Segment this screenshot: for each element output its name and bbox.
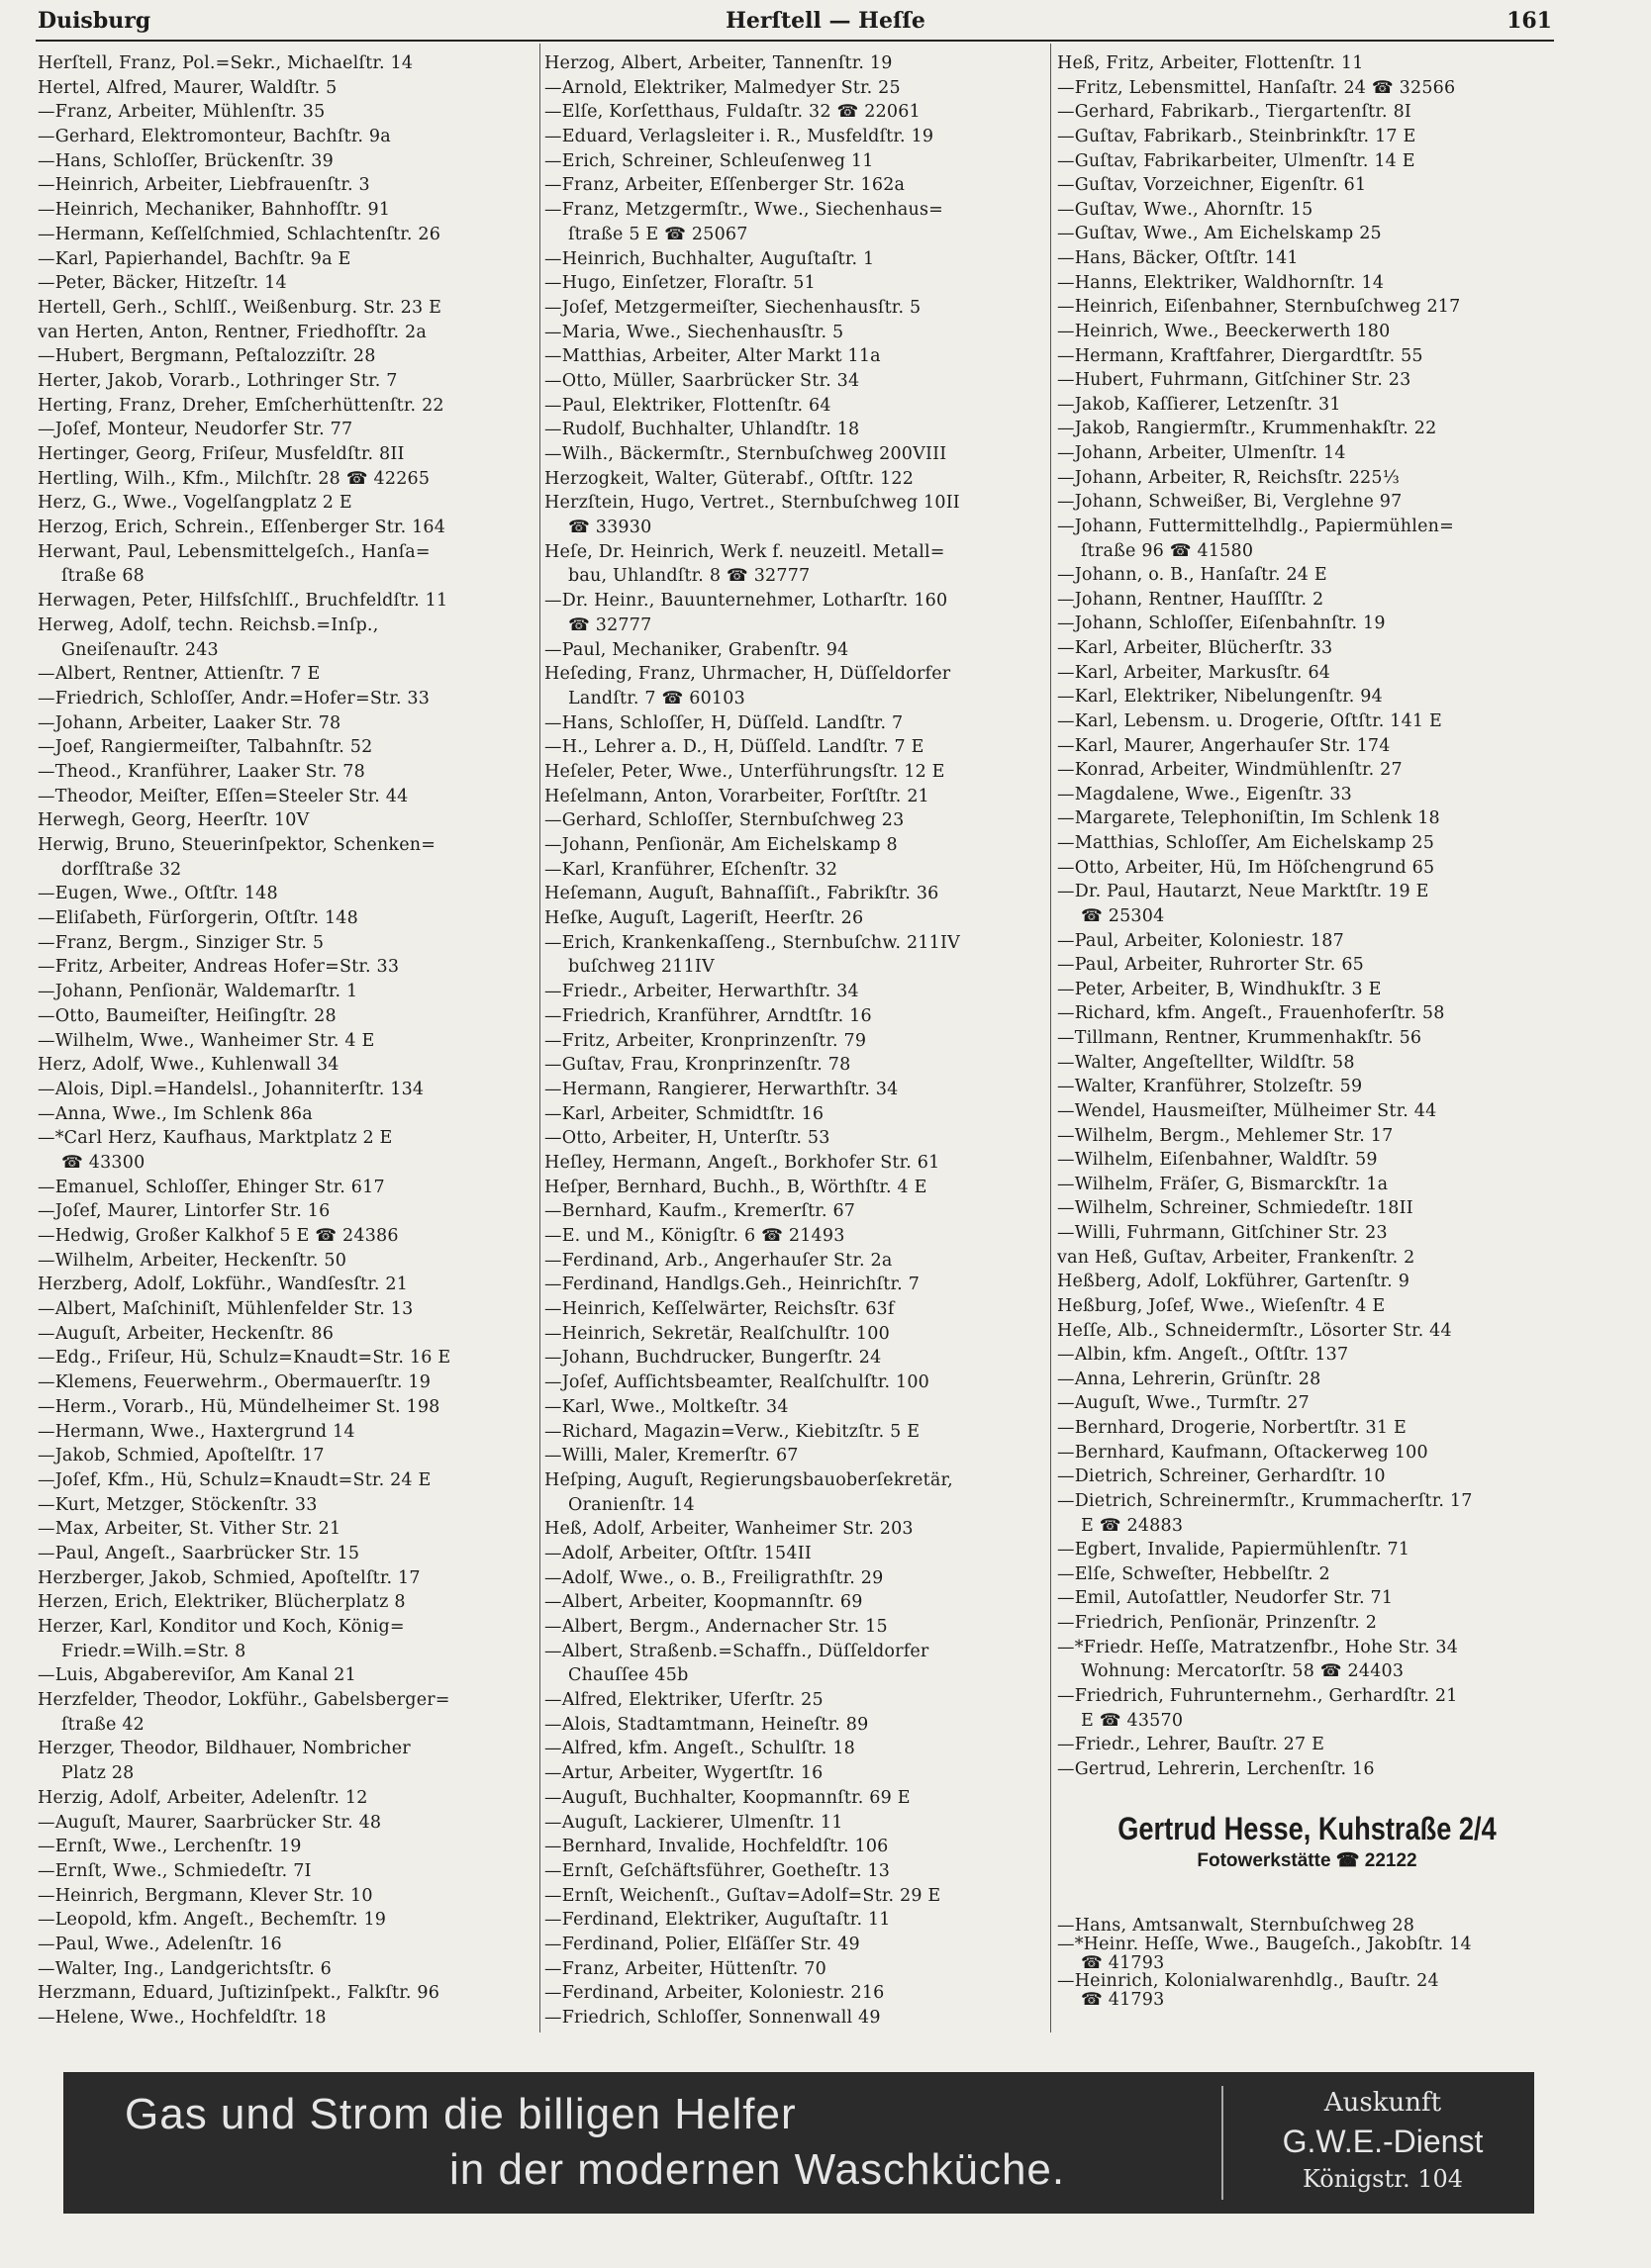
- directory-entry: —Willi, Maler, Kremerſtr. 67: [544, 1446, 799, 1466]
- directory-entry: —Hermann, Rangierer, Herwarthſtr. 34: [544, 1079, 899, 1099]
- directory-entry: —H., Lehrer a. D., H, Düſſeld. Landſtr. 7 E: [544, 737, 924, 758]
- directory-entry: —*Friedr. Heſſe, Matratzenfbr., Hohe Str. 34: [1057, 1637, 1459, 1657]
- directory-entry: Herter, Jakob, Vorarb., Lothringer Str. 7: [38, 370, 398, 391]
- directory-entry: —Ferdinand, Arbeiter, Koloniestr. 216: [544, 1983, 885, 2004]
- ad-slogan-line2: in der modernen Waschküche.: [449, 2145, 1066, 2194]
- directory-entry-continuation: E ☎ 24883: [1081, 1515, 1184, 1536]
- directory-entry: —Joſef, Metzgermeiſter, Siechenhausſtr. 5: [544, 297, 922, 318]
- directory-entry: —Adolf, Wwe., o. B., Freiligrathſtr. 29: [544, 1567, 884, 1588]
- directory-entry-continuation: ſtraße 42: [61, 1714, 145, 1735]
- directory-entry-continuation: dorfſtraße 32: [61, 859, 182, 880]
- directory-entry: Herzmann, Eduard, Juſtizinſpekt., Falkſtr. 96: [38, 1983, 440, 2004]
- directory-entry: —Ferdinand, Polier, Elſäſſer Str. 49: [544, 1934, 860, 1954]
- directory-entry: —Eugen, Wwe., Oſtſtr. 148: [38, 884, 278, 904]
- directory-entry: —Dietrich, Schreiner, Gerhardſtr. 10: [1057, 1466, 1386, 1487]
- directory-entry: —Franz, Arbeiter, Mühlenſtr. 35: [38, 102, 326, 123]
- directory-entry: —Jakob, Rangiermſtr., Krummenhakſtr. 22: [1057, 419, 1437, 439]
- directory-entry-continuation: ☎ 25304: [1081, 905, 1165, 926]
- directory-entry: —Friedrich, Kranführer, Arndtſtr. 16: [544, 1005, 872, 1026]
- directory-entry: —Hans, Bäcker, Oſtſtr. 141: [1057, 248, 1299, 268]
- directory-entry: —Albert, Bergm., Andernacher Str. 15: [544, 1617, 888, 1637]
- directory-entry: Herwegh, Georg, Heerſtr. 10V: [38, 810, 310, 831]
- directory-entry: —Jakob, Schmied, Apoſtelſtr. 17: [38, 1446, 325, 1466]
- directory-entry: Herzfelder, Theodor, Lokführ., Gabelsberger=: [38, 1690, 450, 1711]
- directory-entry: —Johann, Penſionär, Am Eichelskamp 8: [544, 835, 898, 855]
- directory-entry: —Ernſt, Wwe., Schmiedeſtr. 7I: [38, 1860, 312, 1881]
- directory-entry: —Hermann, Keſſelſchmied, Schlachtenſtr. 26: [38, 224, 441, 244]
- directory-entry: Heſe, Dr. Heinrich, Werk f. neuzeitl. Metall=: [544, 541, 945, 562]
- directory-entry: —Paul, Arbeiter, Koloniestr. 187: [1057, 930, 1344, 951]
- directory-entry: Herzberger, Jakob, Schmied, Apoſtelſtr. 17: [38, 1567, 421, 1588]
- directory-entry: —Elſe, Korſetthaus, Fuldaſtr. 32 ☎ 22061: [544, 102, 921, 123]
- directory-entry: —Paul, Elektriker, Flottenſtr. 64: [544, 395, 831, 416]
- directory-entry: —Hugo, Einſetzer, Floraſtr. 51: [544, 273, 816, 294]
- directory-entry: —Gerhard, Fabrikarb., Tiergartenſtr. 8I: [1057, 102, 1412, 123]
- directory-entry: Herting, Franz, Dreher, Emſcherhüttenſtr. 22: [38, 395, 444, 416]
- directory-entry: —Karl, Arbeiter, Markusſtr. 64: [1057, 662, 1331, 683]
- directory-entry: —Helene, Wwe., Hochfeldſtr. 18: [38, 2008, 327, 2028]
- directory-entry: Herzog, Erich, Schrein., Eſſenberger Str. 164: [38, 518, 446, 538]
- directory-entry: —Karl, Arbeiter, Schmidtſtr. 16: [544, 1103, 825, 1124]
- directory-entry: —Heinrich, Wwe., Beeckerwerth 180: [1057, 321, 1391, 341]
- directory-entry: —Karl, Lebensm. u. Drogerie, Oſtſtr. 141 E: [1057, 710, 1443, 731]
- directory-entry: Heſping, Auguſt, Regierungsbauoberſekretär,: [544, 1469, 953, 1490]
- directory-entry: Heßberg, Adolf, Lokführer, Gartenſtr. 9: [1057, 1272, 1410, 1292]
- directory-entry-continuation: Landſtr. 7 ☎ 60103: [568, 688, 745, 709]
- directory-entry-continuation: bau, Uhlandſtr. 8 ☎ 32777: [568, 566, 811, 587]
- directory-entry: —Friedrich, Schloſſer, Andr.=Hofer=Str. 33: [38, 688, 431, 709]
- name-range-header: Herſtell — Heſſe: [726, 8, 925, 34]
- ad-subtitle: Fotowerkstätte ☎ 22122: [1197, 1850, 1417, 1871]
- directory-entry: —Otto, Müller, Saarbrücker Str. 34: [544, 370, 860, 391]
- directory-entry-continuation: E ☎ 43570: [1081, 1710, 1184, 1731]
- directory-entry: —Joſef, Maurer, Lintorfer Str. 16: [38, 1201, 331, 1222]
- directory-entry: —Auguſt, Buchhalter, Koopmannſtr. 69 E: [544, 1787, 911, 1808]
- directory-entry: Heſley, Hermann, Angeſt., Borkhofer Str. 61: [544, 1152, 940, 1173]
- directory-entry: —Dr. Paul, Hautarzt, Neue Marktſtr. 19 E: [1057, 882, 1429, 902]
- directory-entry: —Matthias, Arbeiter, Alter Markt 11a: [544, 346, 881, 367]
- directory-entry: —Guſtav, Fabrikarbeiter, Ulmenſtr. 14 E: [1057, 150, 1415, 171]
- directory-entry: —Karl, Wwe., Moltkeſtr. 34: [544, 1396, 789, 1417]
- ad-divider: [1221, 2086, 1223, 2200]
- directory-entry-continuation: Friedr.=Wilh.=Str. 8: [61, 1641, 246, 1661]
- directory-entry: Heß, Adolf, Arbeiter, Wanheimer Str. 203: [544, 1519, 914, 1540]
- directory-entry: —Hans, Schloſſer, H, Düſſeld. Landſtr. 7: [544, 712, 904, 733]
- directory-entry: —Guſtav, Wwe., Am Eichelskamp 25: [1057, 224, 1382, 244]
- directory-entry: —Erich, Schreiner, Schleuſenweg 11: [544, 150, 874, 171]
- directory-entry: —Anna, Lehrerin, Grünſtr. 28: [1057, 1369, 1321, 1389]
- directory-entry: —Albert, Rentner, Attienſtr. 7 E: [38, 664, 321, 685]
- directory-entry: —Friedr., Arbeiter, Herwarthſtr. 34: [544, 982, 859, 1002]
- directory-entry: —Wendel, Hausmeiſter, Mülheimer Str. 44: [1057, 1100, 1437, 1121]
- directory-entry: —Joſef, Kfm., Hü, Schulz=Knaudt=Str. 24 E: [38, 1469, 432, 1490]
- page-number: 161: [1506, 8, 1552, 34]
- directory-entry: —Walter, Kranführer, Stolzeſtr. 59: [1057, 1077, 1363, 1097]
- directory-entry: —Alois, Stadtamtmann, Heineſtr. 89: [544, 1714, 869, 1735]
- directory-entry: —Fritz, Lebensmittel, Hanſaſtr. 24 ☎ 32566: [1057, 77, 1456, 98]
- directory-entry: —Johann, Penſionär, Waldemarſtr. 1: [38, 982, 358, 1002]
- directory-entry: —Johann, Schloſſer, Eiſenbahnſtr. 19: [1057, 614, 1386, 634]
- directory-entry: —Guſtav, Vorzeichner, Eigenſtr. 61: [1057, 175, 1367, 196]
- directory-entry: van Heß, Guſtav, Arbeiter, Frankenſtr. 2: [1057, 1247, 1415, 1268]
- directory-entry: —Jakob, Kaſſierer, Letzenſtr. 31: [1057, 394, 1341, 415]
- directory-entry: —Magdalene, Wwe., Eigenſtr. 33: [1057, 784, 1352, 804]
- directory-entry-continuation: Chauſſee 45b: [568, 1665, 689, 1686]
- directory-entry: —*Heinr. Heſſe, Wwe., Baugeſch., Jakobſtr. 14: [1057, 1934, 1472, 1953]
- directory-entry: Heſemann, Auguſt, Bahnaſſiſt., Fabrikſtr. 36: [544, 884, 939, 904]
- directory-entry: —Bernhard, Kaufmann, Oſtackerweg 100: [1057, 1442, 1428, 1463]
- directory-entry: —Alfred, Elektriker, Uferſtr. 25: [544, 1690, 824, 1711]
- directory-entry-continuation: ſtraße 68: [61, 566, 145, 587]
- directory-entry: Herſtell, Franz, Pol.=Sekr., Michaelſtr. 14: [38, 53, 414, 73]
- directory-entry: —Franz, Metzgermſtr., Wwe., Siechenhaus=: [544, 200, 944, 221]
- directory-entry: —Hermann, Wwe., Haxtergrund 14: [38, 1421, 355, 1442]
- header-rule: [36, 40, 1554, 42]
- directory-entry: —Franz, Arbeiter, Hüttenſtr. 70: [544, 1958, 826, 1979]
- directory-entry: —Heinrich, Mechaniker, Bahnhofſtr. 91: [38, 200, 391, 221]
- directory-entry: —Johann, Rentner, Hauſſſtr. 2: [1057, 589, 1324, 610]
- directory-entry: —Karl, Maurer, Angerhauſer Str. 174: [1057, 735, 1391, 756]
- directory-entry-continuation: Gneiſenauſtr. 243: [61, 639, 219, 660]
- directory-entry: —Johann, o. B., Hanſaſtr. 24 E: [1057, 565, 1327, 586]
- directory-entry: —Hedwig, Großer Kalkhof 5 E ☎ 24386: [38, 1226, 399, 1246]
- directory-entry: —Joſef, Aufſichtsbeamter, Realſchulſtr. 100: [544, 1372, 930, 1393]
- directory-column-right-top: [1057, 53, 1557, 1779]
- directory-entry: —Franz, Bergm., Sinziger Str. 5: [38, 932, 325, 953]
- directory-entry: van Herten, Anton, Rentner, Friedhofſtr. 2a: [38, 322, 428, 342]
- ad-info-label: Auskunft: [1323, 2088, 1442, 2118]
- bottom-advertisement-banner: [63, 2072, 1534, 2214]
- directory-entry: —Ferdinand, Elektriker, Auguſtaſtr. 11: [544, 1910, 891, 1931]
- directory-entry: —Emanuel, Schloſſer, Ehinger Str. 617: [38, 1177, 385, 1197]
- directory-entry: Herzogkeit, Walter, Güterabf., Oſtſtr. 122: [544, 468, 915, 489]
- directory-entry: —Kurt, Metzger, Stöckenſtr. 33: [38, 1494, 318, 1515]
- directory-entry: —Peter, Arbeiter, B, Windhukſtr. 3 E: [1057, 979, 1382, 999]
- directory-entry: —Matthias, Schloſſer, Am Eichelskamp 25: [1057, 833, 1435, 853]
- directory-entry: —Eduard, Verlagsleiter i. R., Musfeldſtr. 19: [544, 127, 934, 147]
- directory-entry: —Friedrich, Penſionär, Prinzenſtr. 2: [1057, 1613, 1378, 1633]
- directory-entry: —Theodor, Meiſter, Eſſen=Steeler Str. 44: [38, 786, 409, 806]
- directory-entry: —Karl, Elektriker, Nibelungenſtr. 94: [1057, 687, 1383, 708]
- directory-entry: Hertinger, Georg, Friſeur, Musfeldſtr. 8II: [38, 444, 405, 464]
- directory-entry: —Ernſt, Weichenſt., Guſtav=Adolf=Str. 29 E: [544, 1885, 941, 1906]
- directory-entry: —Hubert, Fuhrmann, Gitſchiner Str. 23: [1057, 370, 1411, 391]
- directory-entry: —Johann, Futtermittelhdlg., Papiermühlen=: [1057, 516, 1454, 536]
- directory-entry: Herzig, Adolf, Arbeiter, Adelenſtr. 12: [38, 1787, 368, 1808]
- directory-entry: —Richard, Magazin=Verw., Kiebitzſtr. 5 E: [544, 1421, 921, 1442]
- directory-entry: —Paul, Angeſt., Saarbrücker Str. 15: [38, 1543, 360, 1563]
- directory-entry: —*Carl Herz, Kaufhaus, Marktplatz 2 E: [38, 1128, 393, 1149]
- ad-info-name: G.W.E.-Dienst: [1282, 2124, 1484, 2159]
- directory-entry-continuation: ☎ 41793: [1081, 1990, 1165, 2009]
- directory-entry: —Konrad, Arbeiter, Windmühlenſtr. 27: [1057, 760, 1403, 781]
- directory-entry: Herz, Adolf, Wwe., Kuhlenwall 34: [38, 1055, 340, 1076]
- directory-entry: —Joſef, Monteur, Neudorfer Str. 77: [38, 420, 353, 440]
- directory-entry: Herz, G., Wwe., Vogelſangplatz 2 E: [38, 493, 352, 514]
- directory-entry-continuation: ☎ 33930: [568, 518, 652, 538]
- city-header: Duisburg: [38, 8, 151, 34]
- directory-entry: Heſeding, Franz, Uhrmacher, H, Düſſeldorfer: [544, 664, 951, 685]
- directory-entry: —Margarete, Telephoniſtin, Im Schlenk 18: [1057, 808, 1440, 829]
- directory-column-middle: [544, 53, 1044, 2029]
- directory-entry: —Richard, kfm. Angeſt., Frauenhoferſtr. 58: [1057, 1003, 1445, 1024]
- directory-entry-continuation: buſchweg 211IV: [568, 957, 715, 978]
- directory-entry: —Johann, Buchdrucker, Bungerſtr. 24: [544, 1348, 882, 1369]
- directory-entry: —Hanns, Elektriker, Waldhornſtr. 14: [1057, 272, 1385, 293]
- directory-entry: —Albert, Maſchiniſt, Mühlenfelder Str. 13: [38, 1299, 414, 1320]
- directory-entry-continuation: Oranienſtr. 14: [568, 1494, 695, 1515]
- directory-entry: —Max, Arbeiter, St. Vither Str. 21: [38, 1519, 341, 1540]
- directory-entry: —E. und M., Königſtr. 6 ☎ 21493: [544, 1226, 845, 1246]
- directory-entry: —Peter, Bäcker, Hitzeſtr. 14: [38, 273, 287, 294]
- directory-entry: —Karl, Kranführer, Eſchenſtr. 32: [544, 859, 838, 880]
- directory-entry: Heſke, Auguſt, Lageriſt, Heerſtr. 26: [544, 908, 864, 929]
- directory-entry: —Hans, Amtsanwalt, Sternbuſchweg 28: [1057, 1916, 1415, 1935]
- directory-entry: —Dietrich, Schreinermſtr., Krummacherſtr. 17: [1057, 1490, 1473, 1511]
- directory-entry: —Hans, Schloſſer, Brückenſtr. 39: [38, 150, 334, 171]
- directory-entry: —Gertrud, Lehrerin, Lerchenſtr. 16: [1057, 1758, 1375, 1779]
- directory-entry: —Wilh., Bäckermſtr., Sternbuſchweg 200VIII: [544, 444, 947, 464]
- directory-entry: —Paul, Mechaniker, Grabenſtr. 94: [544, 639, 849, 660]
- directory-entry: —Fritz, Arbeiter, Kronprinzenſtr. 79: [544, 1030, 867, 1051]
- directory-column-right-bottom: [1057, 1916, 1557, 2009]
- directory-entry: —Wilhelm, Schreiner, Schmiedeſtr. 18II: [1057, 1198, 1413, 1219]
- directory-entry: —Bernhard, Kaufm., Kremerſtr. 67: [544, 1201, 856, 1222]
- ad-slogan-line1: Gas und Strom die billigen Helfer: [125, 2090, 797, 2138]
- directory-entry: —Friedrich, Fuhrunternehm., Gerhardſtr. 21: [1057, 1685, 1458, 1706]
- directory-entry: —Adolf, Arbeiter, Oſtſtr. 154II: [544, 1543, 812, 1563]
- directory-entry: —Franz, Arbeiter, Eſſenberger Str. 162a: [544, 175, 906, 196]
- directory-entry: Herwant, Paul, Lebensmittelgeſch., Hanſa=: [38, 541, 431, 562]
- directory-entry: Heſeler, Peter, Wwe., Unterführungsſtr. 12 E: [544, 761, 945, 782]
- directory-entry: —Alfred, kfm. Angeſt., Schulſtr. 18: [544, 1739, 856, 1759]
- directory-entry: —Albert, Arbeiter, Koopmannſtr. 69: [544, 1592, 863, 1613]
- directory-entry: —Rudolf, Buchhalter, Uhlandſtr. 18: [544, 420, 860, 440]
- directory-entry: —Heinrich, Bergmann, Klever Str. 10: [38, 1885, 373, 1906]
- directory-entry: —Theod., Kranführer, Laaker Str. 78: [38, 761, 365, 782]
- directory-entry-continuation: ☎ 41793: [1081, 1952, 1165, 1972]
- directory-entry: Herzog, Albert, Arbeiter, Tannenſtr. 19: [544, 53, 893, 73]
- directory-entry: —Elſe, Schweſter, Hebbelſtr. 2: [1057, 1563, 1330, 1584]
- directory-entry-continuation: ſtraße 96 ☎ 41580: [1081, 540, 1254, 561]
- directory-entry-continuation: Platz 28: [61, 1763, 135, 1784]
- directory-entry: —Joef, Rangiermeiſter, Talbahnſtr. 52: [38, 737, 373, 758]
- ad-info-address: Königstr. 104: [1302, 2165, 1464, 2193]
- directory-entry: —Maria, Wwe., Siechenhausſtr. 5: [544, 322, 844, 342]
- directory-entry: Herwagen, Peter, Hilfsſchlſſ., Bruchfeldſtr. 11: [38, 591, 448, 612]
- directory-entry: —Guſtav, Frau, Kronprinzenſtr. 78: [544, 1055, 851, 1076]
- directory-entry-continuation: ☎ 32777: [568, 614, 652, 635]
- directory-entry: Heſper, Bernhard, Buchh., B, Wörthſtr. 4 E: [544, 1177, 927, 1197]
- directory-entry: —Heinrich, Arbeiter, Liebfrauenſtr. 3: [38, 175, 370, 196]
- directory-entry: —Otto, Arbeiter, H, Unterſtr. 53: [544, 1128, 830, 1149]
- directory-entry: —Johann, Arbeiter, Ulmenſtr. 14: [1057, 443, 1346, 463]
- directory-entry: Herwig, Bruno, Steuerinſpektor, Schenken=: [38, 835, 437, 855]
- directory-entry: —Artur, Arbeiter, Wygertſtr. 16: [544, 1763, 824, 1784]
- directory-entry: —Klemens, Feuerwehrm., Obermauerſtr. 19: [38, 1372, 432, 1393]
- directory-entry: —Guſtav, Wwe., Ahornſtr. 15: [1057, 199, 1313, 220]
- directory-entry: Herzer, Karl, Konditor und Koch, König=: [38, 1617, 405, 1637]
- directory-entry: —Bernhard, Invalide, Hochfeldſtr. 106: [544, 1837, 889, 1857]
- directory-entry: —Albin, kfm. Angeſt., Oſtſtr. 137: [1057, 1345, 1349, 1366]
- directory-entry: —Johann, Schweißer, Bi, Verglehne 97: [1057, 492, 1403, 513]
- directory-entry: —Heinrich, Keſſelwärter, Reichsſtr. 63f: [544, 1299, 895, 1320]
- directory-entry: —Tillmann, Rentner, Krummenhakſtr. 56: [1057, 1028, 1422, 1048]
- directory-entry: —Otto, Arbeiter, Hü, Im Höſchengrund 65: [1057, 857, 1435, 878]
- directory-entry: —Wilhelm, Bergm., Mehlemer Str. 17: [1057, 1125, 1394, 1146]
- directory-entry: Hertel, Alfred, Maurer, Waldſtr. 5: [38, 77, 338, 98]
- directory-entry: —Ferdinand, Arb., Angerhauſer Str. 2a: [544, 1250, 893, 1271]
- directory-entry: —Friedr., Lehrer, Bauſtr. 27 E: [1057, 1735, 1325, 1755]
- directory-entry: —Eliſabeth, Fürſorgerin, Oſtſtr. 148: [38, 908, 358, 929]
- directory-entry: —Anna, Wwe., Im Schlenk 86a: [38, 1103, 313, 1124]
- directory-entry: Herzberg, Adolf, Lokführ., Wandſesſtr. 21: [38, 1275, 409, 1295]
- directory-entry: —Wilhelm, Eiſenbahner, Waldſtr. 59: [1057, 1150, 1378, 1171]
- directory-entry: —Auguſt, Arbeiter, Heckenſtr. 86: [38, 1323, 335, 1344]
- directory-entry: —Heinrich, Sekretär, Realſchulſtr. 100: [544, 1323, 890, 1344]
- directory-entry: —Friedrich, Schloſſer, Sonnenwall 49: [544, 2008, 881, 2028]
- directory-entry: —Johann, Arbeiter, R, Reichsſtr. 225⅓: [1057, 467, 1400, 488]
- directory-entry: Heßburg, Joſef, Wwe., Wieſenſtr. 4 E: [1057, 1295, 1386, 1316]
- directory-entry: Herzen, Erich, Elektriker, Blücherplatz 8: [38, 1592, 406, 1613]
- directory-entry: —Leopold, kfm. Angeſt., Bechemſtr. 19: [38, 1910, 387, 1931]
- directory-entry: —Auguſt, Maurer, Saarbrücker Str. 48: [38, 1812, 382, 1833]
- directory-entry: —Wilhelm, Wwe., Wanheimer Str. 4 E: [38, 1030, 375, 1051]
- directory-entry: —Johann, Arbeiter, Laaker Str. 78: [38, 712, 341, 733]
- directory-entry: —Emil, Autoſattler, Neudorfer Str. 71: [1057, 1588, 1394, 1609]
- directory-entry: —Erich, Krankenkaſſeng., Sternbuſchw. 211IV: [544, 932, 960, 953]
- directory-entry-continuation: ſtraße 5 E ☎ 25067: [568, 224, 748, 244]
- directory-entry: —Dr. Heinr., Bauunternehmer, Lotharſtr. 160: [544, 591, 948, 612]
- directory-entry: Herzſtein, Hugo, Vertret., Sternbuſchweg 10II: [544, 493, 960, 514]
- directory-entry: Heſſe, Alb., Schneidermſtr., Lösorter Str. 44: [1057, 1320, 1452, 1341]
- ad-title: Gertrud Hesse, Kuhstraße 2/4: [1117, 1811, 1497, 1846]
- directory-entry: —Hubert, Bergmann, Peſtalozziſtr. 28: [38, 346, 376, 367]
- directory-entry: Heſelmann, Anton, Vorarbeiter, Forſtſtr. 21: [544, 786, 930, 806]
- directory-entry: —Auguſt, Lackierer, Ulmenſtr. 11: [544, 1812, 843, 1833]
- directory-entry: —Paul, Wwe., Adelenſtr. 16: [38, 1934, 282, 1954]
- column-divider: [1050, 44, 1051, 2032]
- directory-entry: —Wilhelm, Arbeiter, Heckenſtr. 50: [38, 1250, 347, 1271]
- directory-column-left: [38, 53, 536, 2029]
- directory-entry: Herzger, Theodor, Bildhauer, Nombricher: [38, 1739, 411, 1759]
- directory-entry: —Alois, Dipl.=Handelsl., Johanniterſtr. 134: [38, 1079, 425, 1099]
- directory-entry: —Auguſt, Wwe., Turmſtr. 27: [1057, 1393, 1310, 1414]
- inline-advertisement: [1057, 1811, 1557, 1872]
- directory-entry: —Gerhard, Elektromonteur, Bachſtr. 9a: [38, 127, 391, 147]
- directory-entry: —Fritz, Arbeiter, Andreas Hofer=Str. 33: [38, 957, 400, 978]
- directory-entry: —Karl, Papierhandel, Bachſtr. 9a E: [38, 248, 351, 269]
- directory-entry: —Albert, Straßenb.=Schaffn., Düſſeldorfer: [544, 1641, 929, 1661]
- directory-entry: —Heinrich, Buchhalter, Auguſtaſtr. 1: [544, 248, 875, 269]
- directory-entry: —Otto, Baumeiſter, Heiſingſtr. 28: [38, 1005, 337, 1026]
- directory-entry: Hertell, Gerh., Schlſſ., Weißenburg. Str. 23 E: [38, 297, 442, 318]
- directory-entry: —Wilhelm, Fräſer, G, Bismarckſtr. 1a: [1057, 1174, 1389, 1194]
- directory-entry: —Ernſt, Geſchäftsführer, Goetheſtr. 13: [544, 1860, 891, 1881]
- directory-entry: —Ernſt, Wwe., Lerchenſtr. 19: [38, 1837, 302, 1857]
- directory-entry: —Arnold, Elektriker, Malmedyer Str. 25: [544, 77, 901, 98]
- directory-entry: —Heinrich, Kolonialwarenhdlg., Bauſtr. 24: [1057, 1971, 1439, 1991]
- directory-entry-continuation: ☎ 43300: [61, 1152, 146, 1173]
- directory-entry: —Willi, Fuhrmann, Gitſchiner Str. 23: [1057, 1223, 1388, 1243]
- directory-entry: —Karl, Arbeiter, Blücherſtr. 33: [1057, 638, 1333, 658]
- directory-entry: —Walter, Ing., Landgerichtsſtr. 6: [38, 1958, 332, 1979]
- directory-entry-continuation: Wohnung: Mercatorſtr. 58 ☎ 24403: [1081, 1661, 1405, 1682]
- directory-entry: —Hermann, Kraftfahrer, Diergardtſtr. 55: [1057, 345, 1423, 366]
- directory-entry: —Luis, Abgabereviſor, Am Kanal 21: [38, 1665, 356, 1686]
- directory-entry: Heß, Fritz, Arbeiter, Flottenſtr. 11: [1057, 53, 1364, 73]
- directory-entry: —Herm., Vorarb., Hü, Mündelheimer St. 198: [38, 1396, 440, 1417]
- directory-entry: —Gerhard, Schloſſer, Sternbuſchweg 23: [544, 810, 905, 831]
- directory-entry: —Bernhard, Drogerie, Norbertſtr. 31 E: [1057, 1418, 1407, 1438]
- directory-entry: —Walter, Angeſtellter, Wildſtr. 58: [1057, 1052, 1355, 1073]
- column-divider: [539, 44, 540, 2032]
- directory-entry: —Guſtav, Fabrikarb., Steinbrinkſtr. 17 E: [1057, 126, 1416, 146]
- directory-entry: —Paul, Arbeiter, Ruhrorter Str. 65: [1057, 955, 1364, 976]
- directory-entry: —Heinrich, Eiſenbahner, Sternbuſchweg 217: [1057, 297, 1461, 318]
- directory-entry: —Ferdinand, Handlgs.Geh., Heinrichſtr. 7: [544, 1275, 921, 1295]
- directory-entry: Herweg, Adolf, techn. Reichsb.=Inſp.,: [38, 614, 379, 635]
- directory-entry: Hertling, Wilh., Kfm., Milchſtr. 28 ☎ 42265: [38, 468, 431, 489]
- directory-entry: —Edg., Friſeur, Hü, Schulz=Knaudt=Str. 16 E: [38, 1348, 451, 1369]
- directory-entry: —Egbert, Invalide, Papiermühlenſtr. 71: [1057, 1540, 1410, 1560]
